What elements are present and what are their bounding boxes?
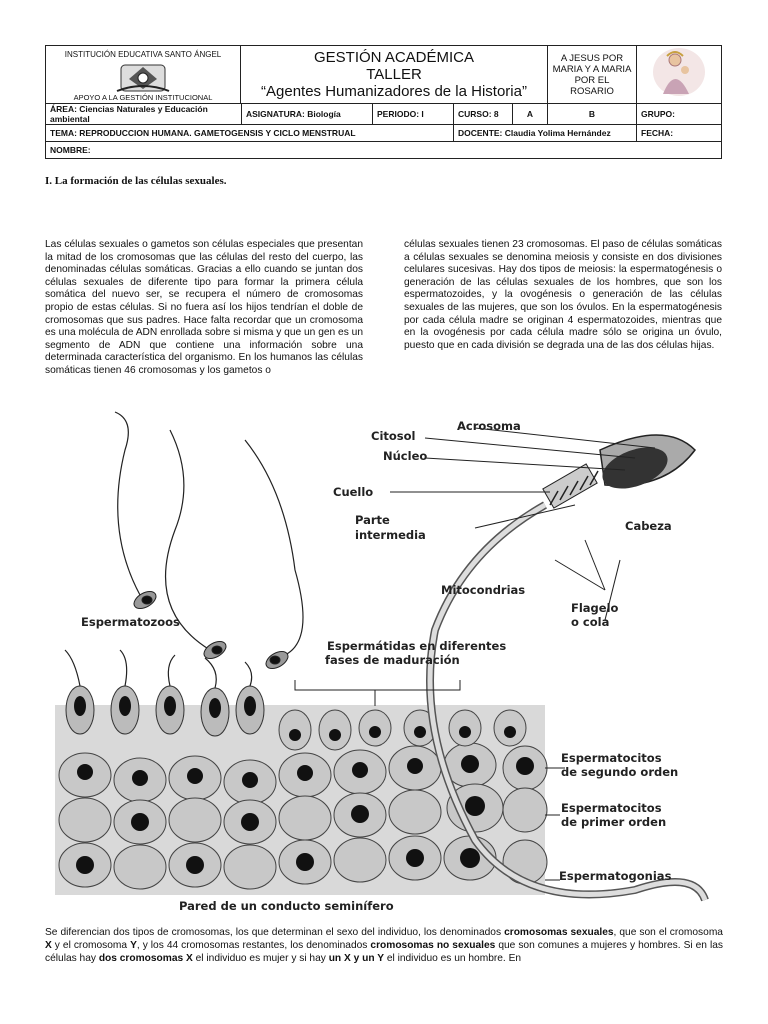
label-cabeza: Cabeza	[625, 519, 672, 533]
spermatogenesis-figure	[45, 410, 725, 915]
school-logo	[113, 61, 173, 95]
spermatozoa-small	[131, 588, 291, 672]
bottom-bold-4: cromosomas no sexuales	[370, 939, 496, 951]
title-cell	[241, 46, 548, 104]
label-espermatocitos-segundo-2: de segundo orden	[561, 765, 679, 779]
flagella-lines	[65, 412, 303, 688]
label-espermatocitos-primer-2: de primer orden	[561, 815, 667, 829]
bottom-bold-3: Y	[130, 939, 137, 951]
bottom-text-4: , y los 44 cromosomas restantes, los denominados	[136, 939, 371, 951]
period-text: PERIODO: I	[377, 109, 424, 119]
topic-text: TEMA: REPRODUCCION HUMANA. GAMETOGENSIS Y CICLO MENSTRUAL	[50, 128, 356, 138]
subject-text: ASIGNATURA: Biología	[246, 109, 341, 119]
section-title: I. La formación de las células sexuales.	[45, 175, 227, 187]
label-espermatogonias: Espermatogonias	[559, 869, 672, 883]
institution-cell	[46, 46, 241, 104]
header-table	[45, 45, 722, 159]
title-taller: TALLER	[366, 66, 422, 83]
area-text: ÁREA: Ciencias Naturales y Educación ambiental	[50, 104, 208, 124]
label-espermatocitos-primer-1: Espermatocitos	[561, 801, 662, 815]
text-column-left: Las células sexuales o gametos son células especiales que presentan la mitad de los cromosomas que las células del resto del cuerpo, las denominadas células somáticas. Gracias a ello cuando se juntan dos células sexuales de diferente tipo para formar la primera célula somática del nuevo ser, se recupera el número de cromosomas propio de estas células. Si no fuera así los hijos tendrían el doble de cromosomas que sus padres. Hace falta recordar que un cromosoma es una molécula de ADN enrollada sobre si misma y que un gen es un segmento de ADN que contiene una información sobre una determinada característica del organismo. En los humanos las células somáticas tienen 46 cromosomas y los gametos o	[45, 239, 363, 376]
large-spermatozoon	[430, 435, 705, 900]
bottom-bold-5: dos cromosomas X	[98, 952, 193, 964]
bottom-text-6: el individuo es mujer y si hay	[192, 952, 329, 964]
teacher-text: DOCENTE: Claudia Yolima Hernández	[458, 128, 611, 138]
label-cuello: Cuello	[333, 485, 374, 499]
label-cola: o cola	[571, 615, 610, 629]
group-text: GRUPO:	[641, 109, 675, 119]
label-espermatidas-2: fases de maduración	[325, 653, 460, 667]
bottom-text-2: , que son el cromosoma	[613, 927, 723, 938]
label-nucleo: Núcleo	[383, 449, 428, 463]
bottom-paragraph	[45, 927, 723, 965]
label-pared: Pared de un conducto seminífero	[179, 899, 394, 913]
label-intermedia: intermedia	[355, 528, 426, 542]
course-cell	[454, 104, 513, 125]
date-text: FECHA:	[641, 128, 674, 138]
title-gestion: GESTIÓN ACADÉMICA	[313, 49, 475, 66]
motto-text: A JESUS POR MARIA Y A MARIA POR EL ROSARIO	[552, 52, 632, 97]
group-a-cell	[513, 104, 548, 125]
teacher-cell	[454, 125, 637, 142]
topic-cell	[46, 125, 454, 142]
label-espermatozoos: Espermatozoos	[81, 615, 180, 629]
label-citosol: Citosol	[371, 429, 416, 443]
text-column-right: células sexuales tienen 23 cromosomas. El paso de células somáticas a células sexuales se denomina meiosis y consiste en dos divisiones celulares sucesivas. Hay dos tipos de meiosis: la espermatogénesis o generación de las células sexuales de los hombres, que son los espermatozoides, y la ovogénesis o generación de las células sexuales de las mujeres, que son los óvulos. En la espermatogénesis por cada célula madre se originan 4 espermatozoides, mientras que en la ovogénesis por cada célula madre sólo se origina un óvulo, puesto que en cada división se degrada una de las dos células hijas.	[404, 239, 722, 351]
label-mitocondrias: Mitocondrias	[441, 583, 526, 597]
area-cell	[46, 104, 242, 125]
title-agentes: “Agentes Humanizadores de la Historia”	[261, 83, 527, 100]
support-text: APOYO A LA GESTIÓN INSTITUCIONAL	[73, 93, 213, 102]
group-b-cell	[548, 104, 637, 125]
label-flagelo: Flagelo	[571, 601, 619, 615]
subject-cell	[242, 104, 373, 125]
group-cell	[637, 104, 722, 125]
label-acrosoma: Acrosoma	[457, 419, 521, 433]
date-cell	[637, 125, 722, 142]
bottom-text-3: y el cromosoma	[51, 939, 131, 951]
bottom-text-5: que son comunes a mujeres y hombres. Si en las células hay	[45, 939, 723, 964]
bottom-text-7: el individuo es un hombre. En	[384, 952, 522, 964]
virgin-image-cell	[637, 46, 722, 104]
label-espermatidas-1: Espermátidas en diferentes	[327, 639, 507, 653]
label-espermatocitos-segundo-1: Espermatocitos	[561, 751, 662, 765]
name-cell	[46, 142, 722, 159]
period-cell	[373, 104, 454, 125]
motto-cell	[548, 46, 637, 104]
virgin-mary-image	[649, 46, 709, 98]
bottom-bold-1: cromosomas sexuales	[504, 927, 614, 938]
course-text: CURSO: 8	[458, 109, 499, 119]
institution-name: INSTITUCIÓN EDUCATIVA SANTO ÁNGEL	[64, 49, 222, 59]
group-a-text: A	[526, 109, 534, 119]
bottom-bold-6: un X y un Y	[328, 952, 384, 964]
bottom-bold-2: X	[45, 939, 52, 951]
bottom-text-1: Se diferencian dos tipos de cromosomas, los que determinan el sexo del individuo, los denominados	[45, 927, 505, 938]
label-parte: Parte	[355, 513, 390, 527]
name-text: NOMBRE:	[50, 145, 91, 155]
group-b-text: B	[588, 109, 596, 119]
